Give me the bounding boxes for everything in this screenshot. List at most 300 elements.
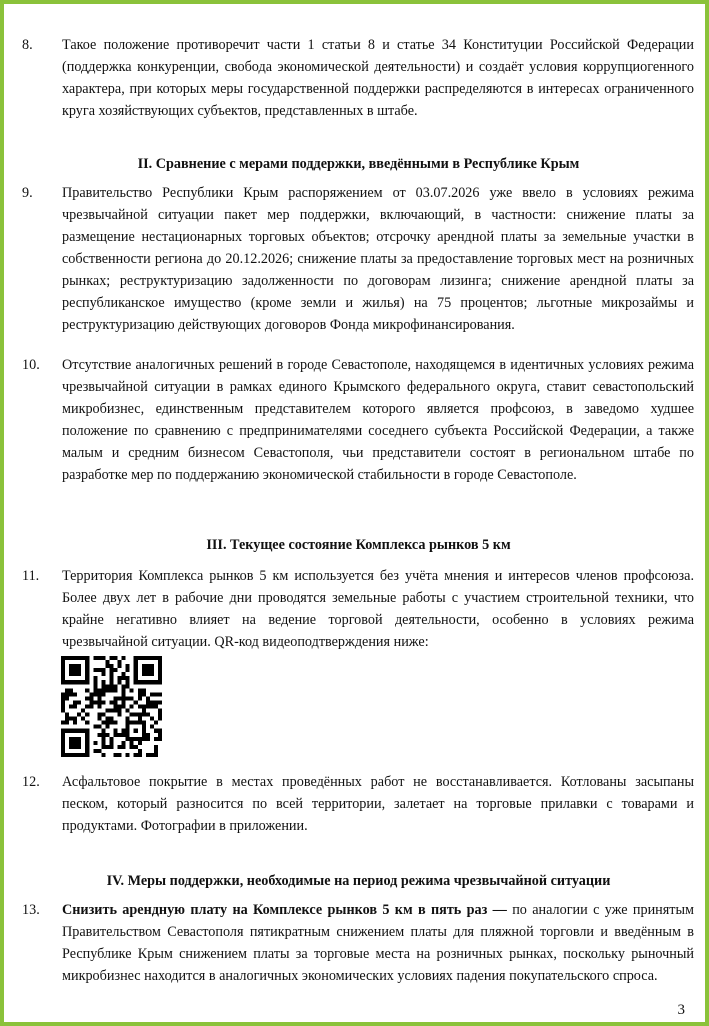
qr-module xyxy=(77,680,81,684)
qr-module xyxy=(142,656,146,660)
qr-module xyxy=(73,717,77,721)
qr-module xyxy=(77,668,81,672)
qr-module xyxy=(114,729,118,733)
qr-module xyxy=(118,696,122,700)
qr-module xyxy=(85,713,89,717)
qr-module xyxy=(61,709,65,713)
paragraph-number: 10. xyxy=(22,357,40,373)
paragraph-text xyxy=(62,899,694,987)
qr-module xyxy=(134,753,138,757)
qr-module xyxy=(134,676,138,680)
qr-module xyxy=(138,692,142,696)
qr-module xyxy=(93,749,97,753)
qr-module xyxy=(109,700,113,704)
qr-module xyxy=(142,733,146,737)
qr-module xyxy=(138,737,142,741)
qr-module xyxy=(69,717,73,721)
qr-module xyxy=(73,704,77,708)
qr-module xyxy=(126,680,130,684)
qr-module xyxy=(101,700,105,704)
qr-module xyxy=(81,709,85,713)
qr-module xyxy=(61,737,65,741)
section-heading-2: II. Сравнение с мерами поддержки, введёнными в Республике Крым xyxy=(137,156,580,172)
qr-module xyxy=(69,680,73,684)
qr-module xyxy=(158,717,162,721)
qr-module xyxy=(105,660,109,664)
qr-module xyxy=(158,668,162,672)
qr-module xyxy=(109,672,113,676)
qr-module xyxy=(142,737,146,741)
qr-module xyxy=(93,725,97,729)
qr-module xyxy=(61,721,65,725)
qr-module xyxy=(114,684,118,688)
qr-module xyxy=(81,656,85,660)
qr-module xyxy=(122,688,126,692)
qr-module xyxy=(69,741,73,745)
qr-module xyxy=(93,700,97,704)
qr-module xyxy=(114,668,118,672)
qr-module xyxy=(154,729,158,733)
qr-module xyxy=(130,737,134,741)
qr-module xyxy=(150,680,154,684)
qr-module xyxy=(101,733,105,737)
qr-module xyxy=(69,664,73,668)
paragraph-body: по аналогии с уже принятым Правительством Севастополя пятикратным снижением платы для пляжной торговли и введённым в Республике Крым снижением платы за торговые места на розничных рынках, поскольку рыночный микробизнес находится в аналогичных экономических условиях падения покупательского спроса. xyxy=(62,902,694,984)
qr-module xyxy=(154,680,158,684)
qr-module xyxy=(109,721,113,725)
qr-module xyxy=(65,696,69,700)
qr-module xyxy=(114,656,118,660)
qr-module xyxy=(126,729,130,733)
qr-module xyxy=(77,656,81,660)
qr-module xyxy=(73,672,77,676)
qr-module xyxy=(114,709,118,713)
qr-module xyxy=(114,733,118,737)
qr-module xyxy=(109,688,113,692)
qr-module xyxy=(93,688,97,692)
qr-module xyxy=(138,656,142,660)
qr-module xyxy=(146,733,150,737)
qr-module xyxy=(73,664,77,668)
qr-module xyxy=(65,680,69,684)
paragraph-number: 13. xyxy=(22,902,40,918)
qr-module xyxy=(146,656,150,660)
qr-module xyxy=(138,741,142,745)
qr-module xyxy=(126,721,130,725)
qr-module xyxy=(146,704,150,708)
qr-module xyxy=(126,709,130,713)
qr-module xyxy=(142,692,146,696)
qr-module xyxy=(146,680,150,684)
qr-module xyxy=(130,721,134,725)
qr-module xyxy=(69,704,73,708)
qr-module xyxy=(93,656,97,660)
qr-module xyxy=(101,688,105,692)
qr-module xyxy=(126,725,130,729)
qr-module xyxy=(134,668,138,672)
qr-module xyxy=(93,684,97,688)
qr-module xyxy=(77,741,81,745)
qr-module xyxy=(134,721,138,725)
qr-module xyxy=(126,733,130,737)
qr-module xyxy=(73,753,77,757)
qr-module xyxy=(142,713,146,717)
qr-module xyxy=(61,692,65,696)
paragraph-number: 9. xyxy=(22,185,33,201)
qr-module xyxy=(85,704,89,708)
qr-module xyxy=(122,704,126,708)
qr-module xyxy=(65,717,69,721)
qr-module xyxy=(134,737,138,741)
qr-module xyxy=(114,696,118,700)
qr-module xyxy=(109,664,113,668)
qr-module xyxy=(126,737,130,741)
qr-module xyxy=(118,745,122,749)
qr-module xyxy=(97,717,101,721)
qr-module xyxy=(146,700,150,704)
qr-module xyxy=(134,700,138,704)
qr-module xyxy=(109,737,113,741)
qr-module xyxy=(69,656,73,660)
qr-module xyxy=(150,753,154,757)
qr-module xyxy=(150,704,154,708)
qr-module xyxy=(101,672,105,676)
qr-module xyxy=(73,700,77,704)
qr-module xyxy=(154,721,158,725)
qr-module xyxy=(101,729,105,733)
paragraph-number: 12. xyxy=(22,774,40,790)
qr-module xyxy=(118,664,122,668)
qr-module xyxy=(138,713,142,717)
paragraph-13 xyxy=(22,899,694,987)
qr-module xyxy=(118,676,122,680)
qr-module xyxy=(122,741,126,745)
qr-module xyxy=(105,733,109,737)
qr-module xyxy=(93,692,97,696)
qr-module xyxy=(73,741,77,745)
qr-module xyxy=(85,749,89,753)
qr-module xyxy=(73,745,77,749)
qr-module xyxy=(65,688,69,692)
section-heading-4: IV. Меры поддержки, необходимые на период режима чрезвычайной ситуации xyxy=(106,873,611,889)
qr-module xyxy=(130,704,134,708)
qr-module xyxy=(85,721,89,725)
qr-module xyxy=(142,725,146,729)
qr-module xyxy=(89,696,93,700)
qr-module xyxy=(81,753,85,757)
qr-module xyxy=(158,660,162,664)
qr-module xyxy=(97,688,101,692)
qr-module xyxy=(158,692,162,696)
qr-module xyxy=(126,717,130,721)
qr-module xyxy=(118,709,122,713)
qr-module xyxy=(158,676,162,680)
qr-module xyxy=(69,692,73,696)
qr-module xyxy=(150,700,154,704)
qr-module xyxy=(109,656,113,660)
qr-module xyxy=(142,664,146,668)
qr-module xyxy=(97,725,101,729)
qr-module xyxy=(61,749,65,753)
qr-module xyxy=(134,656,138,660)
qr-module xyxy=(150,717,154,721)
qr-module xyxy=(69,688,73,692)
qr-module xyxy=(146,753,150,757)
qr-module xyxy=(101,741,105,745)
paragraph-9 xyxy=(22,182,694,336)
qr-module xyxy=(97,749,101,753)
qr-module xyxy=(61,729,65,733)
qr-module xyxy=(77,700,81,704)
qr-module xyxy=(85,745,89,749)
qr-module xyxy=(134,672,138,676)
qr-module xyxy=(138,753,142,757)
qr-module xyxy=(114,704,118,708)
qr-module xyxy=(77,672,81,676)
qr-module xyxy=(146,664,150,668)
qr-module xyxy=(146,696,150,700)
qr-module xyxy=(146,713,150,717)
qr-module xyxy=(126,668,130,672)
qr-module xyxy=(85,696,89,700)
qr-module xyxy=(97,696,101,700)
qr-module xyxy=(122,692,126,696)
qr-module xyxy=(69,745,73,749)
qr-module xyxy=(97,668,101,672)
qr-module xyxy=(93,676,97,680)
qr-module xyxy=(114,721,118,725)
qr-module xyxy=(61,672,65,676)
qr-module xyxy=(93,668,97,672)
page-number: 3 xyxy=(677,1002,685,1018)
qr-module xyxy=(109,676,113,680)
qr-module xyxy=(109,741,113,745)
qr-code[interactable] xyxy=(61,656,162,757)
qr-module xyxy=(154,749,158,753)
qr-module xyxy=(61,668,65,672)
qr-module xyxy=(114,753,118,757)
qr-module xyxy=(142,680,146,684)
qr-module xyxy=(89,704,93,708)
qr-module xyxy=(77,745,81,749)
qr-module xyxy=(105,721,109,725)
qr-module xyxy=(126,696,130,700)
qr-module xyxy=(81,729,85,733)
qr-module xyxy=(154,737,158,741)
qr-module xyxy=(158,733,162,737)
qr-module xyxy=(101,753,105,757)
paragraph-text: Территория Комплекса рынков 5 км используется без учёта мнения и интересов членов профсоюза. Более двух лет в рабочие дни проводятся земельные работы с участием строительной техники, что крайне негативно влияет на ведение торговой деятельности, особенно в условиях режима чрезвычайной ситуации. QR-код видеоподтверждения ниже: xyxy=(62,568,694,650)
qr-module xyxy=(61,700,65,704)
qr-module xyxy=(122,676,126,680)
qr-module xyxy=(158,672,162,676)
qr-module xyxy=(85,680,89,684)
qr-module xyxy=(65,721,69,725)
paragraph-number: 8. xyxy=(22,37,33,53)
qr-module xyxy=(101,737,105,741)
qr-module xyxy=(122,672,126,676)
qr-module xyxy=(93,680,97,684)
qr-module xyxy=(154,704,158,708)
qr-module xyxy=(101,656,105,660)
qr-module xyxy=(142,721,146,725)
qr-module xyxy=(85,733,89,737)
qr-module xyxy=(154,692,158,696)
qr-module xyxy=(142,729,146,733)
qr-module xyxy=(101,680,105,684)
qr-module xyxy=(101,713,105,717)
qr-module xyxy=(126,753,130,757)
qr-module xyxy=(69,668,73,672)
qr-module xyxy=(118,704,122,708)
qr-module xyxy=(61,733,65,737)
qr-module xyxy=(85,741,89,745)
qr-module xyxy=(73,656,77,660)
qr-module xyxy=(158,700,162,704)
qr-module xyxy=(109,709,113,713)
qr-module xyxy=(65,692,69,696)
qr-module xyxy=(118,733,122,737)
qr-module xyxy=(93,741,97,745)
paragraph-text: Асфальтовое покрытие в местах проведённых работ не восстанавливается. Котлованы засыпаны песком, который разносится по всей территории, залетает на торговые прилавки с товарами и продуктами. Фотографии в приложении. xyxy=(62,774,694,834)
qr-module xyxy=(118,713,122,717)
qr-module xyxy=(73,721,77,725)
qr-module xyxy=(65,713,69,717)
qr-module xyxy=(85,737,89,741)
paragraph-bold-lead: Снизить арендную плату на Комплексе рынков 5 км в пять раз — xyxy=(62,902,507,918)
qr-module xyxy=(122,729,126,733)
qr-module xyxy=(77,664,81,668)
qr-module xyxy=(122,700,126,704)
qr-module xyxy=(118,660,122,664)
qr-module xyxy=(85,672,89,676)
qr-module xyxy=(85,656,89,660)
qr-module xyxy=(150,692,154,696)
qr-module xyxy=(89,692,93,696)
qr-module xyxy=(77,713,81,717)
qr-module xyxy=(85,676,89,680)
qr-module xyxy=(138,721,142,725)
qr-module xyxy=(61,680,65,684)
qr-module xyxy=(114,688,118,692)
qr-module xyxy=(97,692,101,696)
qr-module xyxy=(101,745,105,749)
section-heading-3: III. Текущее состояние Комплекса рынков 5 км xyxy=(206,537,511,553)
qr-module xyxy=(138,696,142,700)
qr-module xyxy=(73,729,77,733)
qr-module xyxy=(118,680,122,684)
qr-module xyxy=(130,688,134,692)
qr-module xyxy=(73,680,77,684)
qr-module xyxy=(69,672,73,676)
qr-module xyxy=(158,713,162,717)
qr-module xyxy=(85,668,89,672)
qr-module xyxy=(126,664,130,668)
qr-module xyxy=(69,737,73,741)
qr-module xyxy=(61,741,65,745)
qr-module xyxy=(138,680,142,684)
qr-module xyxy=(150,672,154,676)
qr-module xyxy=(61,656,65,660)
qr-module xyxy=(134,729,138,733)
qr-module xyxy=(65,753,69,757)
qr-module xyxy=(85,688,89,692)
qr-module xyxy=(81,717,85,721)
qr-module xyxy=(146,672,150,676)
qr-module xyxy=(73,737,77,741)
qr-module xyxy=(89,700,93,704)
qr-module xyxy=(105,725,109,729)
qr-module xyxy=(61,745,65,749)
qr-module xyxy=(150,668,154,672)
qr-module xyxy=(97,700,101,704)
qr-module xyxy=(105,684,109,688)
qr-module xyxy=(142,704,146,708)
qr-module xyxy=(77,753,81,757)
qr-module xyxy=(85,729,89,733)
qr-module xyxy=(158,737,162,741)
qr-module xyxy=(73,692,77,696)
qr-module xyxy=(122,656,126,660)
qr-module xyxy=(97,704,101,708)
qr-module xyxy=(158,709,162,713)
qr-module xyxy=(138,717,142,721)
qr-module xyxy=(130,745,134,749)
qr-module xyxy=(105,688,109,692)
qr-module xyxy=(85,753,89,757)
qr-module xyxy=(61,696,65,700)
qr-module xyxy=(134,680,138,684)
qr-module xyxy=(154,753,158,757)
qr-module xyxy=(134,745,138,749)
qr-module xyxy=(154,700,158,704)
qr-module xyxy=(122,733,126,737)
qr-module xyxy=(109,717,113,721)
qr-module xyxy=(101,668,105,672)
qr-module xyxy=(61,660,65,664)
qr-module xyxy=(61,676,65,680)
qr-module xyxy=(109,684,113,688)
qr-module xyxy=(65,729,69,733)
qr-module xyxy=(130,713,134,717)
qr-module xyxy=(85,664,89,668)
qr-module xyxy=(101,684,105,688)
qr-module xyxy=(146,668,150,672)
qr-module xyxy=(154,745,158,749)
qr-module xyxy=(109,745,113,749)
qr-module xyxy=(138,749,142,753)
paragraph-text: Отсутствие аналогичных решений в городе Севастополе, находящемся в идентичных условиях режима чрезвычайной ситуации в рамках единого Крымского федерального округа, ставит севастопольский микробизнес, единственным представителем которого является профсоюз, в заведомо худшее положение по сравнению с предпринимателями соседнего субъекта Российской Федерации, а также малым и средним бизнесом Севастополя, чьи представители состоят в региональном штабе по разработке мер по поддержанию экономической стабильности в городе Севастополе. xyxy=(62,357,694,483)
qr-module xyxy=(77,737,81,741)
qr-module xyxy=(130,696,134,700)
qr-module xyxy=(158,680,162,684)
qr-module xyxy=(142,672,146,676)
qr-module xyxy=(65,656,69,660)
qr-module xyxy=(97,713,101,717)
paragraph-12 xyxy=(22,771,694,837)
paragraph-10 xyxy=(22,354,694,486)
qr-module xyxy=(146,737,150,741)
qr-module xyxy=(61,664,65,668)
qr-module xyxy=(109,680,113,684)
paragraph-number: 11. xyxy=(22,568,40,584)
qr-module xyxy=(105,745,109,749)
qr-module xyxy=(85,660,89,664)
qr-module xyxy=(61,753,65,757)
qr-module xyxy=(134,713,138,717)
qr-module xyxy=(105,664,109,668)
qr-module xyxy=(97,733,101,737)
